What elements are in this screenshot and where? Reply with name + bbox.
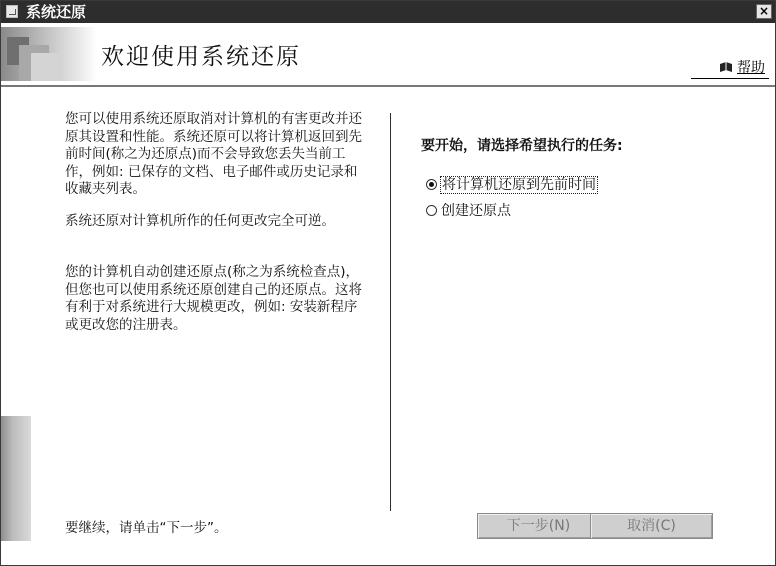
close-icon: × [758,4,770,18]
create-point-radio[interactable] [426,205,437,216]
close-button[interactable] [756,4,772,19]
intro-paragraph: 您可以使用系统还原取消对计算机的有害更改并还原其设置和性能。系统还原可以将计算机返回到先前时间(称之为还原点)而不会导致您丢失当前工作，例如: 已保存的文档、电子邮件或历史记录和收藏夹列表。 [65,111,362,197]
task-prompt: 要开始，请选择希望执行的任务: [421,138,623,154]
vertical-divider [390,113,391,511]
checkpoint-paragraph: 您的计算机自动创建还原点(称之为系统检查点)，但您也可以使用系统还原创建自己的还原点。这将有利于对系统进行大规模更改，例如: 安装新程序或更改您的注册表。 [65,264,362,333]
restore-option[interactable] [426,176,597,194]
restore-option-label[interactable]: 将计算机还原到先前时间 [442,177,596,193]
help-label: 帮助 [737,60,765,76]
wizard-header [1,23,775,85]
side-decoration [1,416,31,541]
title-bar [1,1,775,23]
window-title: 系统还原 [26,3,87,21]
reversible-paragraph: 系统还原对计算机所作的任何更改完全可逆。 [65,213,335,229]
create-point-option-label[interactable]: 创建还原点 [441,203,511,219]
help-link[interactable] [719,57,767,77]
system-restore-icon [6,5,18,18]
create-point-option[interactable] [426,202,511,220]
header-divider [1,85,775,87]
header-decoration [1,23,97,85]
page-title: 欢迎使用系统还原 [101,44,301,70]
restore-radio[interactable] [426,179,437,190]
cancel-button[interactable]: 取消(C) [590,513,713,539]
continue-instruction: 要继续，请单击“下一步”。 [65,520,228,536]
book-icon [719,62,733,73]
next-button[interactable]: 下一步(N) [477,513,600,539]
